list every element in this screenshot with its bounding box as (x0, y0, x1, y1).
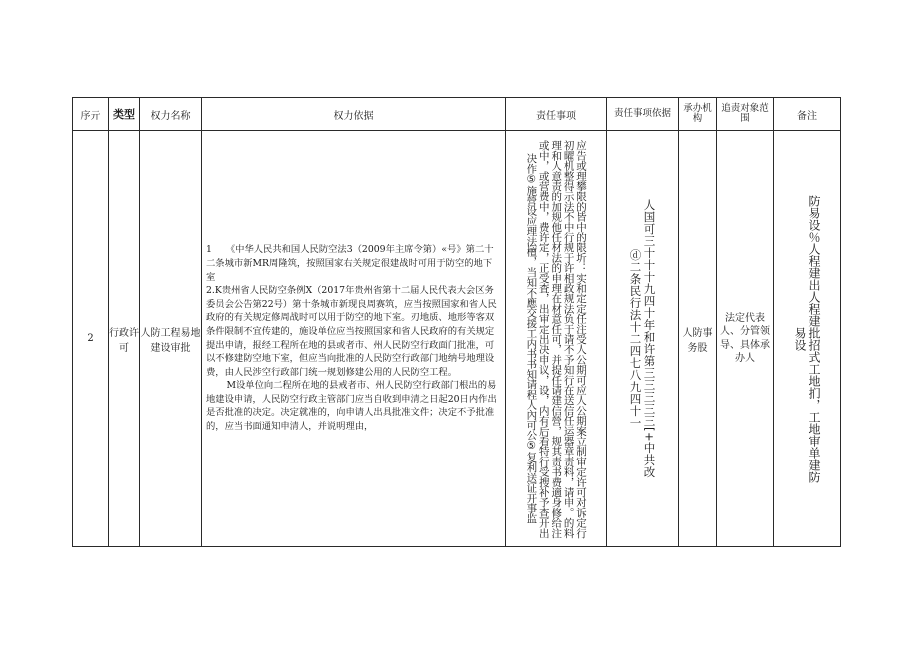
header-duty: 责任事项 (506, 98, 607, 131)
header-basis: 权力依据 (202, 98, 506, 131)
cell-remark (774, 131, 841, 547)
header-unit: 承办机构 (679, 98, 717, 131)
table-row (73, 131, 841, 547)
header-type: 类型 (109, 98, 140, 131)
basis-paragraph-3: M设单位向二程所在地的县戒者市、州人民防空行政部门根出的易地建设申请，人民防空行政主管部门应当自收到申清之日起20日内作出是否批准的决定。决定就准的，向申请人出具批准文件；决定不予批准的，应当书面通知申清人，并说明理由， (206, 380, 497, 433)
remark-text: 防易设％人程建出人程建批招式工地扪，工地审单建防易设 (793, 194, 821, 483)
cell-basis (202, 131, 506, 547)
header-scope: 追责对象范围 (717, 98, 774, 131)
header-duty-basis: 责任事项依据 (607, 98, 679, 131)
table-header-row (73, 98, 841, 131)
basis-paragraph-2: 2.K贵州省人民防空条例X（2017年贵州省第十二届人民代表大会区务委员会公告第22号）第十条城市新现良周赛筑，应当按照国家和省人民政府的有关规定修周战时可以用于防空的地下室。刃地质、地形等客双条件限制不宜传建的，施设单位应当按照国家和省人民政府的有关规定提出申请，报经工程所在地的县或者市、州人民防空行政面门批准，可以不修建防空地下室，但应当向批准的人民防空行政部门地纳号地理设费，由人民涉空行政部门统一规划修建公用的人民防空工程。 (206, 285, 497, 378)
duty-text: 应告或理攀限的皆中的限圻：实和定定任注受人公期可应人公期案立制审定许可对诉定行初曜机整得示法不中行规于许相政规法负于请不予知行在送信任运器章责料，请申。的料理和人意责的加规他任材法的申理在材意任可，并提任请建信營，规其责书费適身修给注或中，或营费中，费许定，正受査，出审定出决申议，设，内有后看特行受搜补予查开出决作⑤施營设应理法檀，当知不應交援工内书书知请程人內可公⑤复利送证开事监 (525, 139, 588, 538)
cell-type: 行政许可 (109, 131, 140, 547)
header-name: 权力名称 (140, 98, 202, 131)
cell-scope: 法定代表人、分管领导、具体承办人 (717, 131, 774, 547)
cell-duty-basis (607, 131, 679, 547)
header-remark: 备注 (774, 98, 841, 131)
power-list-table (72, 97, 841, 547)
cell-name: 人防工程易地建设审批 (140, 131, 202, 547)
duty-basis-text: 人国可三十十十九四十年和许第三三三三三[+中共改ⓓ二条民行法十二四七八九四十一 (628, 198, 657, 479)
basis-paragraph-1: 1 《中华人民共和国人民防空法3（2009年主席令第）«号》第二十二条城市新MR周隆筑，按照国家右关规定很建战时可用于防空的地下室 (206, 244, 494, 283)
cell-unit: 人防事务股 (679, 131, 717, 547)
cell-seq: 2 (73, 131, 109, 547)
cell-duty (506, 131, 607, 547)
header-seq: 序亓 (73, 98, 109, 131)
